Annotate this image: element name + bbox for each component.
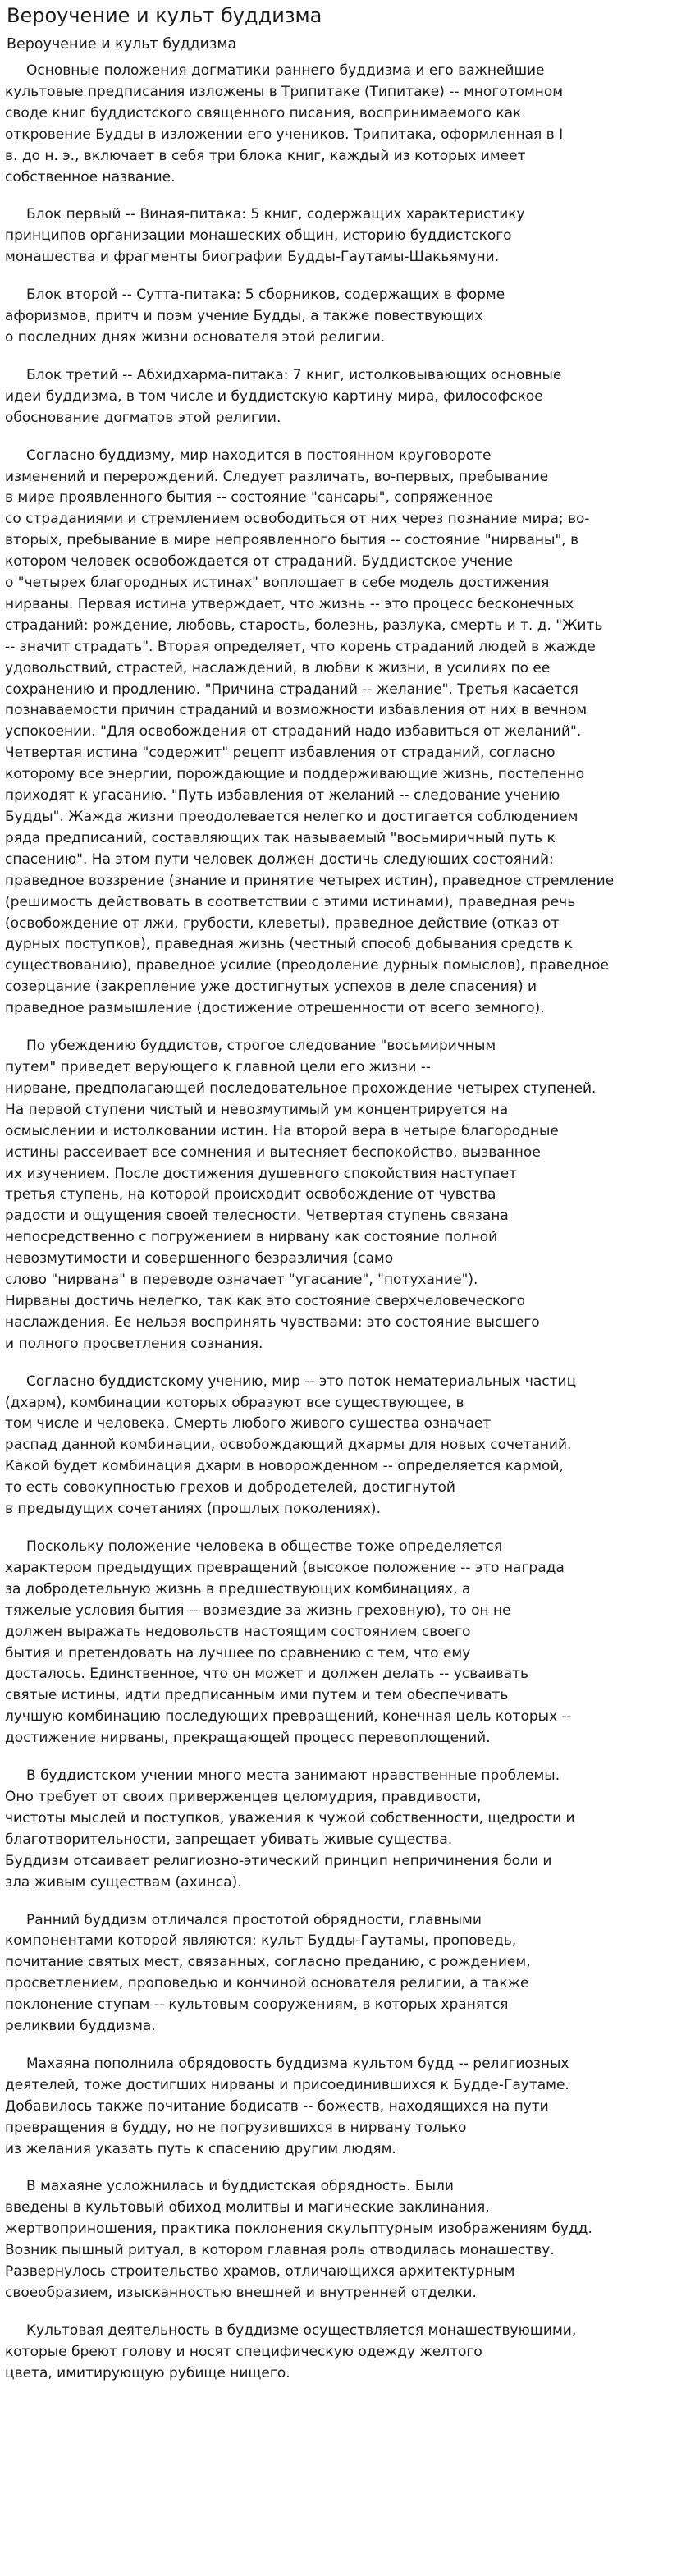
- paragraph-6: По убеждению буддистов, строгое следование "восьмиричным путем" приведет верующего к главной цели его жизни -- нирване, предполагающей последовательное прохождение четырех ступеней. На первой ступени чистый и невозмутимый ум концентрируется на осмыслении и истолковании истин. На второй вера в четыре благородные истины рассеивает все сомнения и вытесняет беспокойство, вызванное их изучением. После достижения душевного спокойствия наступает третья ступень, на которой происходит освобождение от чувства радости и ощущения своей телесности. Четвертая ступень связана непосредственно с погружением в нирвану как состояние полной невозмутимости и совершенного безразличия (само слово "нирвана" в переводе означает "угасание", "потухание"). Нирваны достичь нелегко, так как это состояние сверхчеловеческого наслаждения. Ее нельзя воспринять чувствами: это состояние высшего и полного просветления сознания.: [5, 1038, 597, 1352]
- paragraph-4: Блок третий -- Абхидхарма-питака: 7 книг, истолковывающих основные идеи буддизма, в том числе и буддистскую картину мира, философское обоснование догматов этой религии.: [5, 366, 562, 426]
- paragraph-13: Культовая деятельность в буддизме осуществляется монашествующими, которые бреют голову и носят специфическую одежду желтого цвета, имитирующую рубище нищего.: [5, 2322, 577, 2381]
- paragraph-9: В буддистском учении много места занимают нравственные проблемы. Оно требует от своих приверженцев целомудрия, правдивости, чистоты мыслей и поступков, уважения к чужой собственности, щедрости и благотворительности, запрещает убивать живые существа. Буддизм отсаивает религиозно-этический принцип непричинения боли и зла живым существам (ахинса).: [5, 1767, 575, 1891]
- paragraph-7: Согласно буддистскому учению, мир -- это поток нематериальных частиц (дхарм), комбинации которых образуют все существующее, в том числе и человека. Смерть любого живого существа означает распад данной комбинации, освобождающий дхармы для новых сочетаний. Какой будет комбинация дхарм в новорожденном -- определяется кармой, то есть совокупностью грехов и добродетелей, достигнутой в предыдущих сочетаниях (прошлых поколениях).: [5, 1373, 577, 1518]
- paragraph-1: Основные положения догматики раннего буддизма и его важнейшие культовые предписания изложены в Трипитаке (Типитаке) -- многотомном своде книг буддистского священного писания, воспринимаемого как откровение Будды в изложении его учеников. Трипитака, оформленная в I в. до н. э., включает в себя три блока книг, каждый из которых имеет собственное название.: [5, 62, 564, 186]
- paragraph-3: Блок второй -- Сутта-питака: 5 сборников, содержащих в форме афоризмов, притч и поэм учение Будды, а также повествующих о последних днях жизни основателя этой религии.: [5, 286, 505, 346]
- paragraph-11: Махаяна пополнила обрядовость буддизма культом будд -- религиозных деятелей, тоже достигших нирваны и присоединившихся к Будде-Гаутаме. Добавилось также почитание бодисатв -- божеств, находящихся на пути превращения в будду, но не погрузившихся в нирвану только из желания указать путь к спасению другим людям.: [5, 2055, 569, 2157]
- paragraph-12: В махаяне усложнилась и буддистская обрядность. Были введены в культовый обиход молитвы и магические заклинания, жертвоприношения, практика поклонения скульптурным изображениям будд. Возник пышный ритуал, в котором главная роль отводилась монашеству. Развернулось строительство храмов, отличающихся архитектурным своеобразием, изысканностью внешней и внутренней отделки.: [5, 2178, 592, 2301]
- paragraph-5: Согласно буддизму, мир находится в постоянном круговороте изменений и перерождений. Следует различать, во-первых, пребывание в мире проявленного бытия -- состояние "сансары", сопряженное со страданиями и стремлением освободиться от них через познание мира; во- вторых, пребывание в мире непроявленного бытия -- состояние "нирваны", в котором человек освобождается от страданий. Буддистское учение о "четырех благородных истинах" воплощает в себе модель достижения нирваны. Первая истина утверждает, что жизнь -- это процесс бесконечных страданий: рождение, любовь, старость, болезнь, разлука, смерть и т. д. "Жить -- значит страдать". Вторая определяет, что корень страданий людей в жажде удовольствий, страстей, наслаждений, в любви к жизни, в усилиях по ее сохранению и продлению. "Причина страданий -- желание". Третья касается познаваемости причин страданий и возможности избавления от них в вечном успокоении. "Для освобождения от страданий надо избавиться от желаний". Четвертая истина "содержит" рецепт избавления от страданий, согласно которому все энергии, порождающие и поддерживающие жизнь, постепенно приходят к угасанию. "Путь избавления от желаний -- следование учению Будды". Жажда жизни преодолевается нелегко и достигается соблюдением ряда предписаний, составляющих так называемый "восьмиричный путь к спасению". На этом пути человек должен достичь следующих состояний: праведное воззрение (знание и принятие четырех истин), праведное стремление (решимость действовать в соответствии с этими истинами), праведная речь (освобождение от лжи, грубости, клеветы), праведное действие (отказ от дурных поступков), праведная жизнь (честный способ добывания средств к существованию), праведное усилие (преодоление дурных помыслов), праведное созерцание (закрепление уже достигнутых успехов в деле спасения) и праведное размышление (достижение отрешенности от всего земного).: [5, 447, 615, 1017]
- paragraph-8: Поскольку положение человека в обществе тоже определяется характером предыдущих превращений (высокое положение -- это награда за добродетельную жизнь в предшествующих комбинациях, а тяжелые условия бытия -- возмездие за жизнь греховную), то он не должен выражать недовольств настоящим состоянием своего бытия и претендовать на лучшее по сравнению с тем, что ему досталось. Единственное, что он может и должен делать -- усваивать святые истины, идти предписанным ими путем и тем обеспечивать лучшую комбинацию последующих превращений, конечная цель которых -- достижение нирваны, прекращающей процесс перевоплощений.: [5, 1538, 572, 1747]
- paragraph-10: Ранний буддизм отличался простотой обрядности, главными компонентами которой являются: культ Будды-Гаутамы, проповедь, почитание святых мест, связанных, согласно преданию, с рождением, просветлением, проповедью и кончиной основателя религии, а также поклонение ступам -- культовым сооружениям, в которых хранятся реликвии буддизма.: [5, 1911, 531, 2035]
- page-title: Вероучение и культ буддизма: [7, 4, 322, 27]
- document-subtitle: Вероучение и культ буддизма: [7, 36, 237, 53]
- paragraph-2: Блок первый -- Виная-питака: 5 книг, содержащих характеристику принципов организации монашеских общин, историю буддистского монашества и фрагменты биографии Будды-Гаутамы-Шакьямуни.: [5, 206, 525, 266]
